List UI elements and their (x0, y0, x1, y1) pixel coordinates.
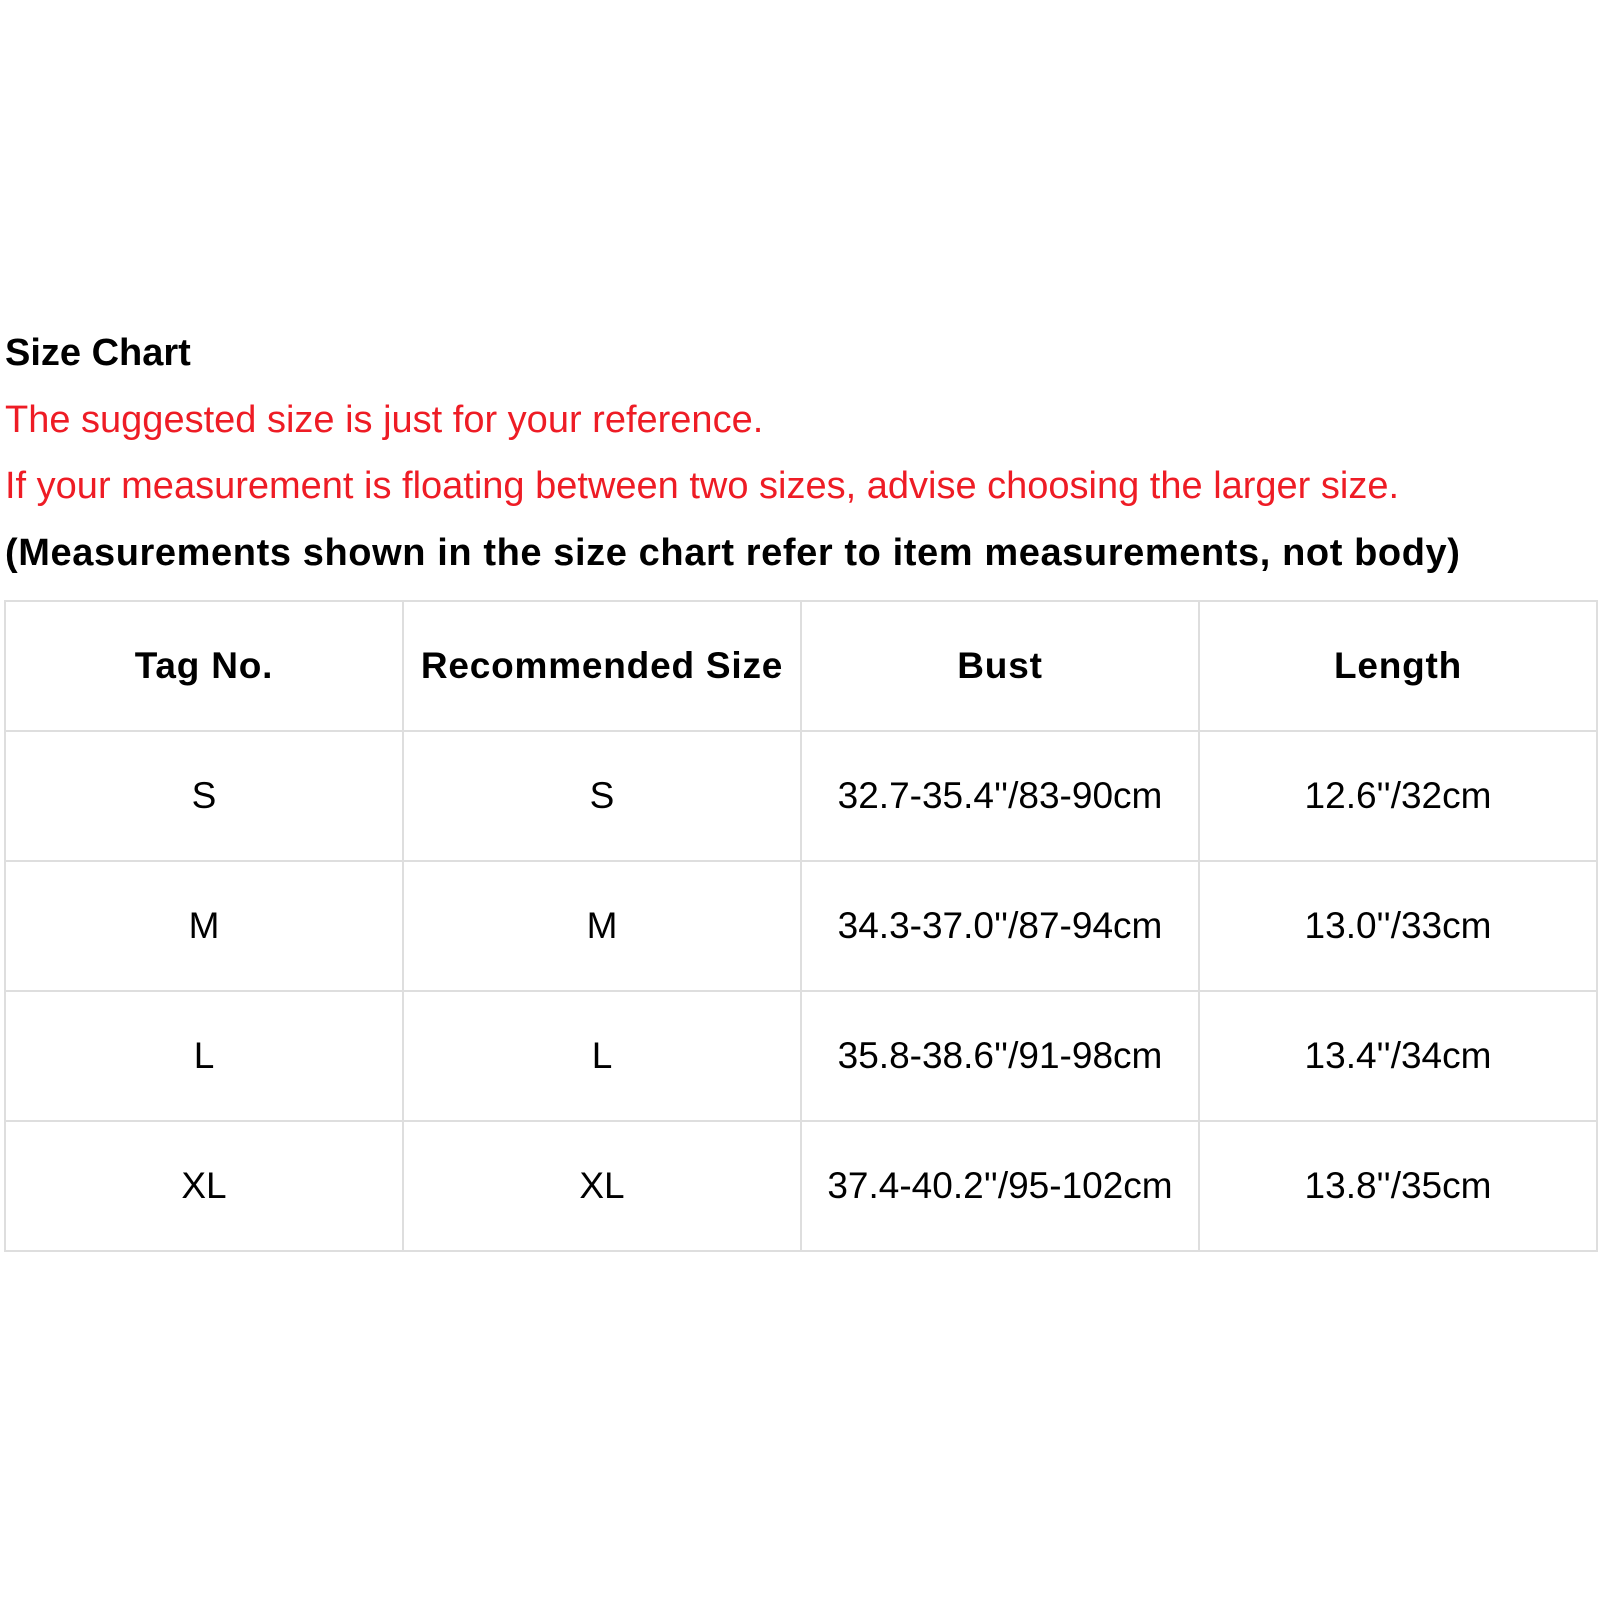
cell-length: 12.6''/32cm (1199, 731, 1597, 861)
size-table (4, 600, 1598, 1252)
table-row (5, 991, 1597, 1121)
table-row (5, 861, 1597, 991)
header-bust: Bust (801, 601, 1199, 731)
reference-note: The suggested size is just for your reference. (5, 399, 764, 441)
cell-bust: 35.8-38.6''/91-98cm (801, 991, 1199, 1121)
size-chart-title: Size Chart (5, 332, 191, 374)
table-header-row (5, 601, 1597, 731)
cell-tag-no: S (5, 731, 403, 861)
cell-length: 13.8''/35cm (1199, 1121, 1597, 1251)
cell-bust: 32.7-35.4''/83-90cm (801, 731, 1199, 861)
cell-bust: 34.3-37.0''/87-94cm (801, 861, 1199, 991)
cell-tag-no: XL (5, 1121, 403, 1251)
cell-tag-no: L (5, 991, 403, 1121)
cell-length: 13.0''/33cm (1199, 861, 1597, 991)
cell-recommended-size: M (403, 861, 801, 991)
measurement-disclaimer: (Measurements shown in the size chart refer to item measurements, not body) (5, 532, 1461, 574)
cell-recommended-size: L (403, 991, 801, 1121)
header-recommended-size: Recommended Size (403, 601, 801, 731)
cell-length: 13.4''/34cm (1199, 991, 1597, 1121)
table-row (5, 1121, 1597, 1251)
cell-bust: 37.4-40.2''/95-102cm (801, 1121, 1199, 1251)
cell-tag-no: M (5, 861, 403, 991)
cell-recommended-size: S (403, 731, 801, 861)
table-row (5, 731, 1597, 861)
header-tag-no: Tag No. (5, 601, 403, 731)
header-length: Length (1199, 601, 1597, 731)
cell-recommended-size: XL (403, 1121, 801, 1251)
larger-size-advice: If your measurement is floating between two sizes, advise choosing the larger size. (5, 465, 1400, 507)
